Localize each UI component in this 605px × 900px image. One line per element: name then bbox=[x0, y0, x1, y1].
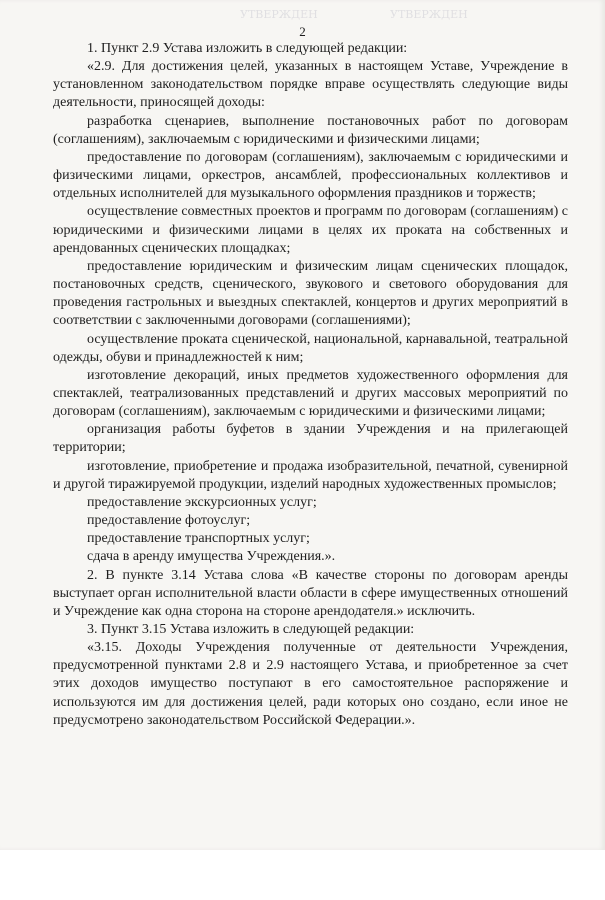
ghost-heading-left: УТВЕРЖДЕН bbox=[240, 8, 318, 21]
item1-intro: «2.9. Для достижения целей, указанных в настоящем Уставе, Учреждение в установленном законодательством порядке вправе осуществлять следующие виды деятельности, приносящей доходы: bbox=[53, 59, 568, 111]
ghost-heading-right: УТВЕРЖДЕН bbox=[390, 8, 468, 21]
item3-heading: 3. Пункт 3.15 Устава изложить в следующей редакции: bbox=[87, 622, 415, 637]
activity-item: разработка сценариев, выполнение постановочных работ по договорам (соглашениям), заключаемым с юридическими и физическими лицами; bbox=[53, 113, 568, 147]
item2-paragraph: 2. В пункте 3.14 Устава слова «В качестве стороны по договорам аренды выступает орган исполнительной власти области в сфере имущественных отношений и Учреждение как одна сторона на стороне арендодателя.» исключить. bbox=[53, 567, 568, 619]
document-body bbox=[53, 40, 568, 730]
activity-item: осуществление совместных проектов и программ по договорам (соглашениям) с юридическими и физическими лицами в целях их проката на собственных и арендованных сценических площадках; bbox=[53, 204, 568, 256]
activity-item: организация работы буфетов в здании Учреждения и на прилегающей территории; bbox=[53, 422, 568, 456]
activity-item: предоставление экскурсионных услуг; bbox=[87, 494, 317, 510]
activity-item: предоставление фотоуслуг; bbox=[87, 513, 251, 529]
activity-item: предоставление транспортных услуг; bbox=[87, 531, 310, 547]
activity-item: изготовление декораций, иных предметов художественного оформления для спектаклей, театрализованных представлений и других массовых мероприятий по договорам (соглашениям), заключаемым с юридическими и физическими лицами; bbox=[53, 367, 568, 420]
activity-item: предоставление по договорам (соглашениям), заключаемым с юридическими и физическими лицами, оркестров, ансамблей, профессиональных коллективов и отдельных исполнителей для музыкального оформления праздников и торжеств; bbox=[53, 149, 568, 202]
item1-heading: 1. Пункт 2.9 Устава изложить в следующей редакции: bbox=[87, 41, 408, 56]
activity-item: сдача в аренду имущества Учреждения.». bbox=[87, 549, 336, 565]
item3-paragraph: «3.15. Доходы Учреждения полученные от деятельности Учреждения, предусмотренной пунктами 2.8 и 2.9 настоящего Устава, и приобретенное за счет этих доходов имущество поступают в его самостоятельное распоряжение и используются им для достижения целей, ради которых оно создано, если иное не предусмотрено законодательством Российской Федерации.». bbox=[53, 640, 568, 728]
activity-item: предоставление юридическим и физическим лицам сценических площадок, постановочных средств, сценического, звукового и светового оборудования для проведения гастрольных и выездных спектаклей, концертов и других мероприятий в соответствии с заключенными договорами (соглашениями); bbox=[53, 258, 568, 329]
page-number: 2 bbox=[299, 24, 306, 39]
activity-item: изготовление, приобретение и продажа изобразительной, печатной, сувенирной и другой тиражируемой продукции, изделий народных художественных промыслов; bbox=[53, 458, 568, 492]
activity-item: осуществление проката сценической, национальной, карнавальной, театральной одежды, обуви и принадлежностей к ним; bbox=[53, 331, 568, 365]
